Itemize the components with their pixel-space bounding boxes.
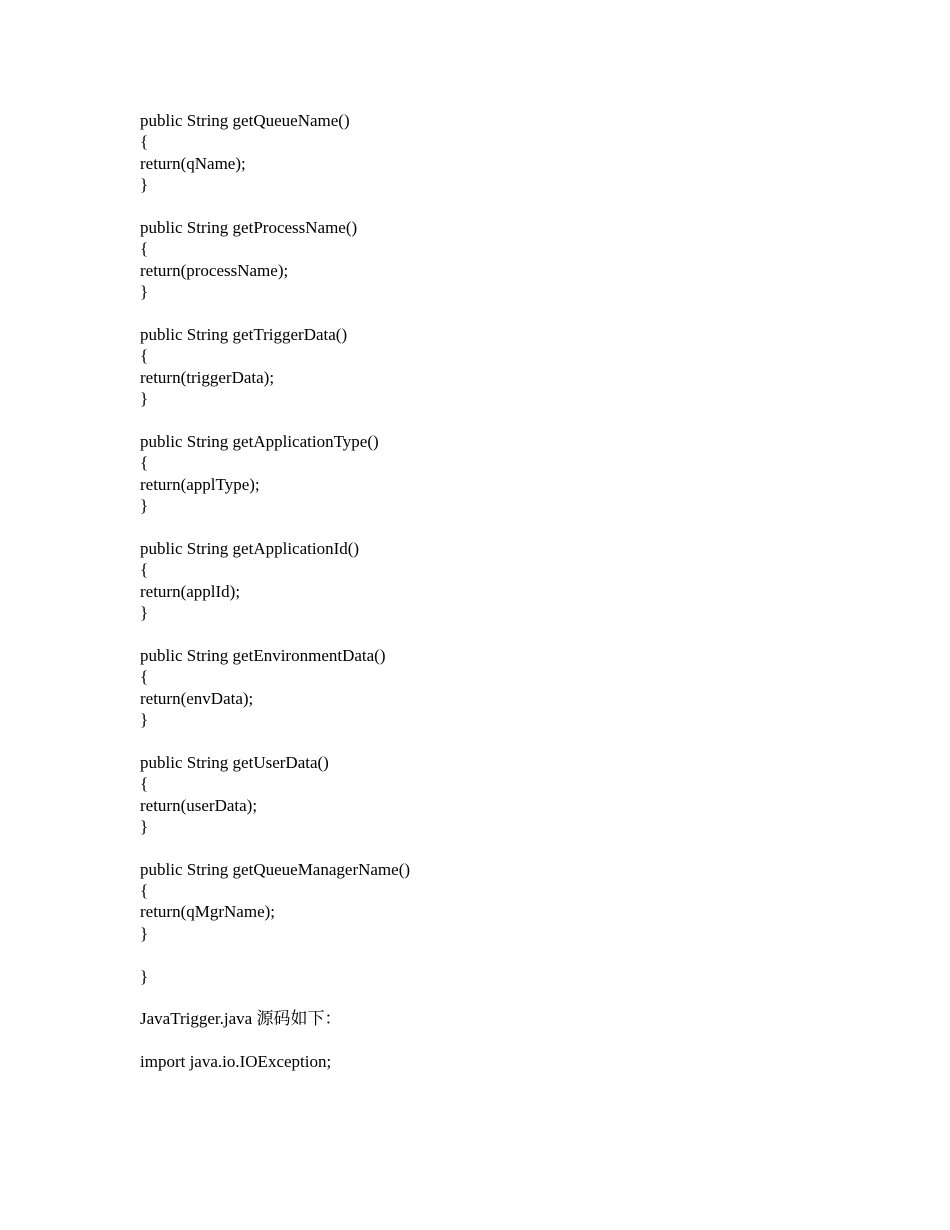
- blank-line: [140, 837, 900, 858]
- blank-line: [140, 303, 900, 324]
- code-line: {: [140, 881, 149, 901]
- blank-line: [140, 196, 900, 217]
- code-line: }: [140, 602, 149, 622]
- code-line: public String getTriggerData(): [140, 324, 348, 344]
- code-line: }: [140, 282, 149, 302]
- code-line: return(qMgrName);: [140, 902, 276, 922]
- code-line: }: [140, 175, 149, 195]
- code-line: return(qName);: [140, 153, 246, 173]
- code-line: }: [140, 496, 149, 516]
- code-line: {: [140, 239, 149, 259]
- code-line: {: [140, 453, 149, 473]
- code-line: return(applType);: [140, 474, 260, 494]
- code-line: import java.io.IOException;: [140, 1052, 332, 1072]
- blank-line: [140, 516, 900, 537]
- code-line: {: [140, 560, 149, 580]
- code-line: public String getApplicationId(): [140, 538, 360, 558]
- blank-line: [140, 987, 900, 1008]
- code-line: public String getEnvironmentData(): [140, 645, 386, 665]
- code-line: public String getQueueManagerName(): [140, 859, 411, 879]
- blank-line: [140, 409, 900, 430]
- code-line: }: [140, 966, 149, 986]
- code-line: }: [140, 709, 149, 729]
- code-line: {: [140, 667, 149, 687]
- code-line: {: [140, 132, 149, 152]
- code-line: public String getQueueName(): [140, 111, 350, 130]
- section-heading: JavaTrigger.java 源码如下：: [140, 1009, 342, 1029]
- code-line: return(triggerData);: [140, 367, 275, 387]
- code-line: return(applId);: [140, 581, 241, 601]
- code-line: return(userData);: [140, 795, 258, 815]
- code-line: }: [140, 389, 149, 409]
- blank-line: [140, 730, 900, 751]
- code-line: public String getUserData(): [140, 752, 329, 772]
- blank-line: [140, 1030, 900, 1051]
- code-line: }: [140, 816, 149, 836]
- blank-line: [140, 623, 900, 644]
- code-line: {: [140, 774, 149, 794]
- code-line: {: [140, 346, 149, 366]
- code-line: return(processName);: [140, 260, 289, 280]
- code-line: return(envData);: [140, 688, 254, 708]
- code-line: public String getApplicationType(): [140, 431, 379, 451]
- blank-line: [140, 944, 900, 965]
- document-body: [140, 110, 900, 1073]
- code-line: }: [140, 923, 149, 943]
- code-line: public String getProcessName(): [140, 217, 358, 237]
